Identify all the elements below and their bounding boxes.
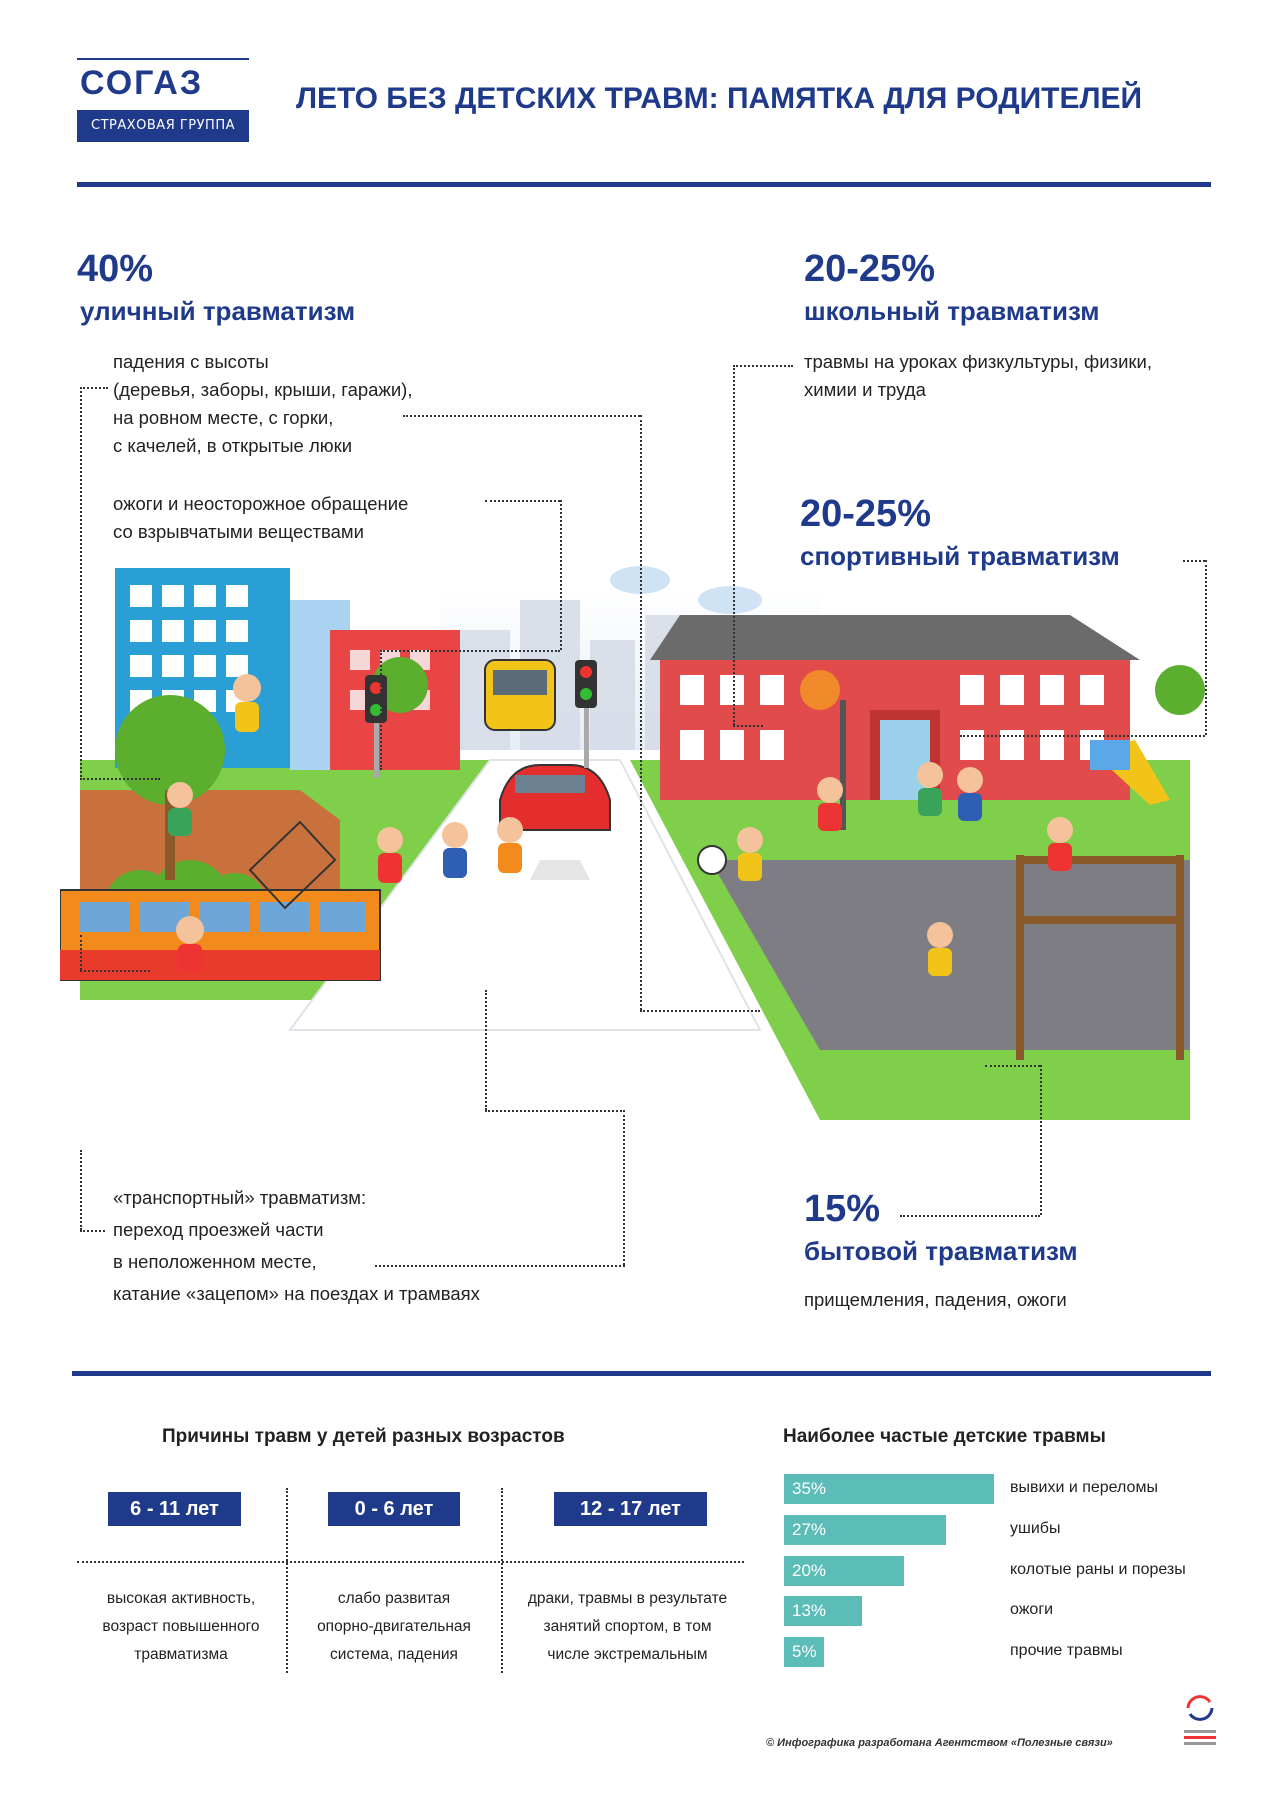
street-falls-text: падения с высоты (деревья, заборы, крыши, гаражи), на ровном месте, с горки, с качелей, в открытые люки: [113, 351, 413, 456]
street-injury-title: уличный травматизм: [80, 296, 356, 326]
street-burns-text: ожоги и неосторожное обращение со взрывчатыми веществами: [113, 493, 409, 542]
injury-label: ушибы: [1010, 1520, 1061, 1537]
age-divider: [286, 1488, 288, 1673]
logo-word: СОГАЗ: [80, 64, 204, 102]
connector: [375, 1265, 625, 1267]
footer-credit: © Инфографика разработана Агентством «Полезные связи»: [766, 1737, 1113, 1749]
connector: [380, 650, 382, 770]
connector: [623, 1110, 625, 1265]
injury-label: прочие травмы: [1010, 1642, 1123, 1659]
connector: [485, 1110, 625, 1112]
connector: [403, 415, 640, 417]
connector: [380, 650, 560, 652]
age-badge-0-6: 0 - 6 лет: [328, 1492, 460, 1526]
agency-logo-icon: [1180, 1688, 1220, 1748]
connector: [80, 387, 108, 389]
injury-bars: [784, 1474, 1224, 1674]
school-injury-title: школьный травматизм: [804, 296, 1100, 326]
connector: [80, 935, 82, 970]
age-divider: [501, 1488, 503, 1673]
connector: [485, 500, 560, 502]
connector: [80, 970, 150, 972]
connector: [1183, 560, 1205, 562]
page-title: ЛЕТО БЕЗ ДЕТСКИХ ТРАВМ: ПАМЯТКА ДЛЯ РОДИТЕЛЕЙ: [296, 82, 1143, 115]
age-text-12-17: драки, травмы в результате занятий спортом, в том числе экстремальным: [527, 1590, 728, 1663]
connector: [80, 778, 160, 780]
connector: [640, 1010, 760, 1012]
logo-subtitle: СТРАХОВАЯ ГРУППА: [77, 110, 249, 142]
transport-injury-text: «транспортный» травматизм: переход проезжей части в неположенном месте, катание «зацепом» на поездах и трамваях: [113, 1187, 480, 1304]
injury-label: ожоги: [1010, 1601, 1054, 1618]
connector: [1040, 1065, 1042, 1215]
frequent-injuries-title: Наиболее частые детские травмы: [783, 1426, 1106, 1447]
injury-bar: 20%: [784, 1556, 904, 1586]
school-injury-text: травмы на уроках физкультуры, физики, химии и труда: [804, 351, 1152, 400]
sport-injury-title: спортивный травматизм: [800, 541, 1120, 571]
age-text-0-6: слабо развитая опорно-двигательная система, падения: [317, 1590, 471, 1663]
home-injury-title: бытовой травматизм: [804, 1236, 1078, 1266]
connector: [900, 1215, 1040, 1217]
injury-bar: 35%: [784, 1474, 994, 1504]
age-badge-6-11: 6 - 11 лет: [108, 1492, 241, 1526]
injury-label: вывихи и переломы: [1010, 1479, 1158, 1496]
connector: [80, 1230, 105, 1232]
age-text-6-11: высокая активность, возраст повышенного травматизма: [102, 1590, 260, 1663]
connector: [640, 415, 642, 1010]
injury-label: колотые раны и порезы: [1010, 1561, 1186, 1578]
connector: [560, 500, 562, 650]
age-badge-12-17: 12 - 17 лет: [554, 1492, 707, 1526]
header-divider: [77, 182, 1211, 187]
connector: [733, 725, 763, 727]
age-divider: [77, 1561, 744, 1563]
connector: [1205, 560, 1207, 735]
school-injury-percent: 20-25%: [804, 248, 935, 290]
age-causes-title: Причины травм у детей разных возрастов: [162, 1426, 565, 1447]
street-scene-illustration: [60, 560, 1210, 1160]
connector: [485, 990, 487, 1110]
connector: [80, 1150, 82, 1230]
home-injury-text: прищемления, падения, ожоги: [804, 1289, 1067, 1310]
connector: [80, 387, 82, 777]
connector: [960, 735, 1205, 737]
street-injury-percent: 40%: [77, 248, 154, 290]
injury-bar: 5%: [784, 1637, 824, 1667]
injury-bar: 13%: [784, 1596, 862, 1626]
sport-injury-percent: 20-25%: [800, 493, 931, 535]
connector: [985, 1065, 1040, 1067]
connector: [733, 365, 793, 367]
home-injury-percent: 15%: [804, 1188, 881, 1230]
connector: [733, 365, 735, 725]
injury-bar: 27%: [784, 1515, 946, 1545]
section-divider: [72, 1371, 1211, 1376]
